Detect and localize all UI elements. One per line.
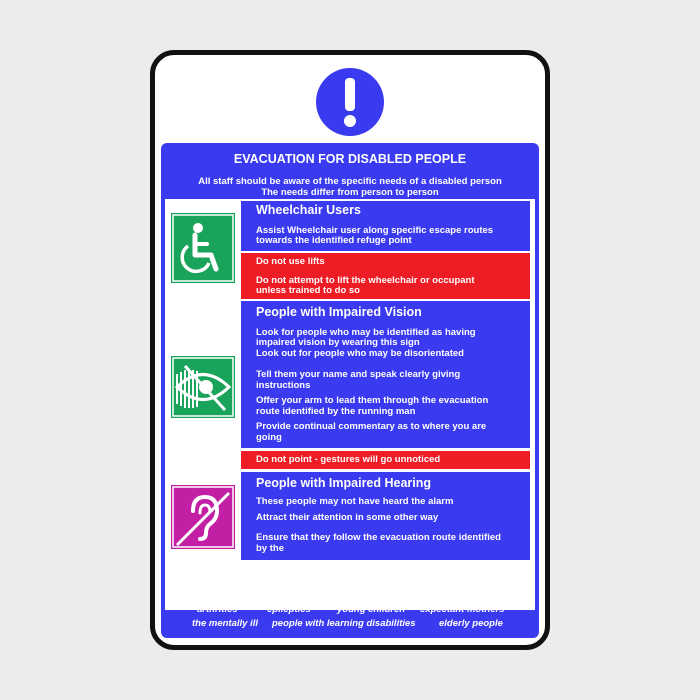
hearing-line-3: Ensure that they follow the evacuation route identified xyxy=(256,532,501,543)
wheelchair-warning-line-3: unless trained to do so xyxy=(256,285,360,296)
hearing-line-1: These people may not have heard the alarm xyxy=(256,496,454,507)
evacuation-panel xyxy=(161,143,539,638)
wheelchair-icon xyxy=(171,213,235,283)
vision-line-9: going xyxy=(256,432,282,443)
footer-line-2: who may need special attention xyxy=(278,588,422,599)
wheelchair-line-2: towards the identified refuge point xyxy=(256,235,412,246)
impaired-hearing-icon xyxy=(171,485,235,549)
impaired-vision-icon xyxy=(171,356,235,418)
vision-heading: People with Impaired Vision xyxy=(256,305,422,319)
group-young-children: young children xyxy=(337,604,406,615)
group-mentally-ill: the mentally ill xyxy=(192,618,258,629)
vision-line-7: route identified by the running man xyxy=(256,406,416,417)
footer-line-1: You will need to be sensitive to the following other group of people xyxy=(198,577,502,588)
hearing-info xyxy=(241,472,530,560)
group-learning-disabilities: people with learning disabilities xyxy=(272,618,416,629)
vision-warning xyxy=(241,451,530,469)
hearing-heading: People with Impaired Hearing xyxy=(256,476,432,490)
intro-line-1: All staff should be aware of the specific needs of a disabled person xyxy=(198,176,502,187)
wheelchair-line-1: Assist Wheelchair user along specific escape routes xyxy=(256,225,494,236)
group-epileptics: epileptics xyxy=(267,604,311,615)
mandatory-exclamation-icon xyxy=(316,68,384,136)
sign-title: EVACUATION FOR DISABLED PEOPLE xyxy=(233,152,467,166)
group-arthritics: arthritics xyxy=(197,604,238,615)
vision-line-5: instructions xyxy=(256,380,311,391)
hearing-line-2: Attract their attention in some other way xyxy=(256,512,439,523)
wheelchair-heading: Wheelchair Users xyxy=(256,203,361,217)
vision-line-2: impaired vision by wearing this sign xyxy=(256,337,420,348)
hearing-line-4: by the xyxy=(256,543,284,554)
vision-line-6: Offer your arm to lead them through the evacuation xyxy=(256,395,489,406)
wheelchair-warning-line-1: Do not use lifts xyxy=(256,256,325,267)
vision-line-4: Tell them your name and speak clearly giving xyxy=(256,369,461,380)
vision-line-3: Look out for people who may be disorientated xyxy=(256,348,464,359)
vision-line-1: Look for people who may be identified as having xyxy=(256,327,476,338)
wheelchair-info xyxy=(241,201,530,251)
group-elderly-people: elderly people xyxy=(439,618,503,629)
vision-line-8: Provide continual commentary as to where you are xyxy=(256,421,487,432)
group-expectant-mothers: expectant mothers xyxy=(420,604,505,615)
wheelchair-warning xyxy=(241,253,530,299)
wheelchair-warning-line-2: Do not attempt to lift the wheelchair or occupant xyxy=(256,275,475,286)
intro-line-2: The needs differ from person to person xyxy=(261,187,439,198)
vision-warning-text: Do not point - gestures will go unnoticed xyxy=(256,454,441,465)
vision-info xyxy=(241,301,530,448)
